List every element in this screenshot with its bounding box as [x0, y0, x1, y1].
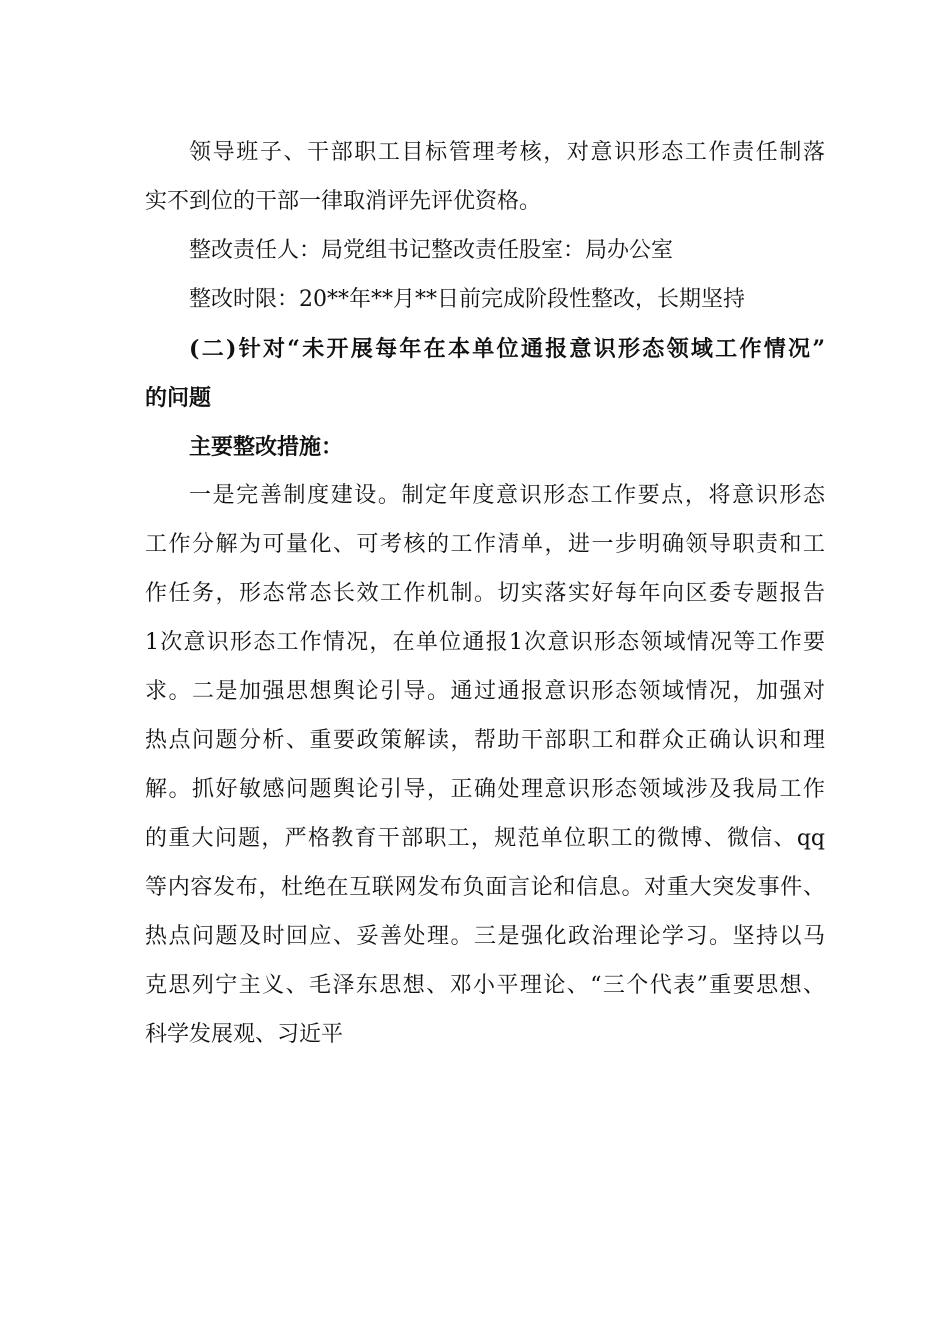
measures-line-7: 解。抓好敏感问题舆论引导，正确处理意识形态领域涉及我局工作: [145, 777, 825, 802]
measures-line-12: 科学发展观、习近平: [145, 1022, 344, 1047]
measures-heading: 主要整改措施：: [189, 434, 344, 460]
section-heading-line-1: (二)针对“未开展每年在本单位通报意识形态领域工作情况”: [189, 336, 825, 362]
measures-line-4: 1次意识形态工作情况，在单位通报1次意识形态领域情况等工作要: [145, 630, 825, 655]
measures-line-8: 的重大问题，严格教育干部职工，规范单位职工的微博、微信、qq: [145, 826, 825, 851]
measures-line-2: 工作分解为可量化、可考核的工作清单，进一步明确领导职责和工: [145, 532, 825, 557]
responsible-person-line: 整改责任人：局党组书记整改责任股室：局办公室: [189, 238, 674, 263]
measures-line-11: 克思列宁主义、毛泽东思想、邓小平理论、“三个代表”重要思想、: [145, 973, 825, 998]
measures-line-6: 热点问题分析、重要政策解读，帮助干部职工和群众正确认识和理: [145, 728, 825, 753]
measures-line-9: 等内容发布，杜绝在互联网发布负面言论和信息。对重大突发事件、: [145, 875, 825, 900]
deadline-line: 整改时限：20**年**月**日前完成阶段性整改，长期坚持: [189, 287, 745, 312]
measures-line-10: 热点问题及时回应、妥善处理。三是强化政治理论学习。坚持以马: [145, 924, 825, 949]
measures-line-1: 一是完善制度建设。制定年度意识形态工作要点，将意识形态: [189, 483, 825, 508]
paragraph-line-2: 实不到位的干部一律取消评先评优资格。: [145, 189, 542, 214]
section-heading-line-2: 的问题: [145, 385, 212, 411]
paragraph-line-1: 领导班子、干部职工目标管理考核，对意识形态工作责任制落: [189, 140, 825, 165]
measures-line-3: 作任务，形态常态长效工作机制。切实落实好每年向区委专题报告: [145, 581, 825, 606]
measures-line-5: 求。二是加强思想舆论引导。通过通报意识形态领域情况，加强对: [145, 679, 825, 704]
document-body: [145, 131, 825, 1062]
